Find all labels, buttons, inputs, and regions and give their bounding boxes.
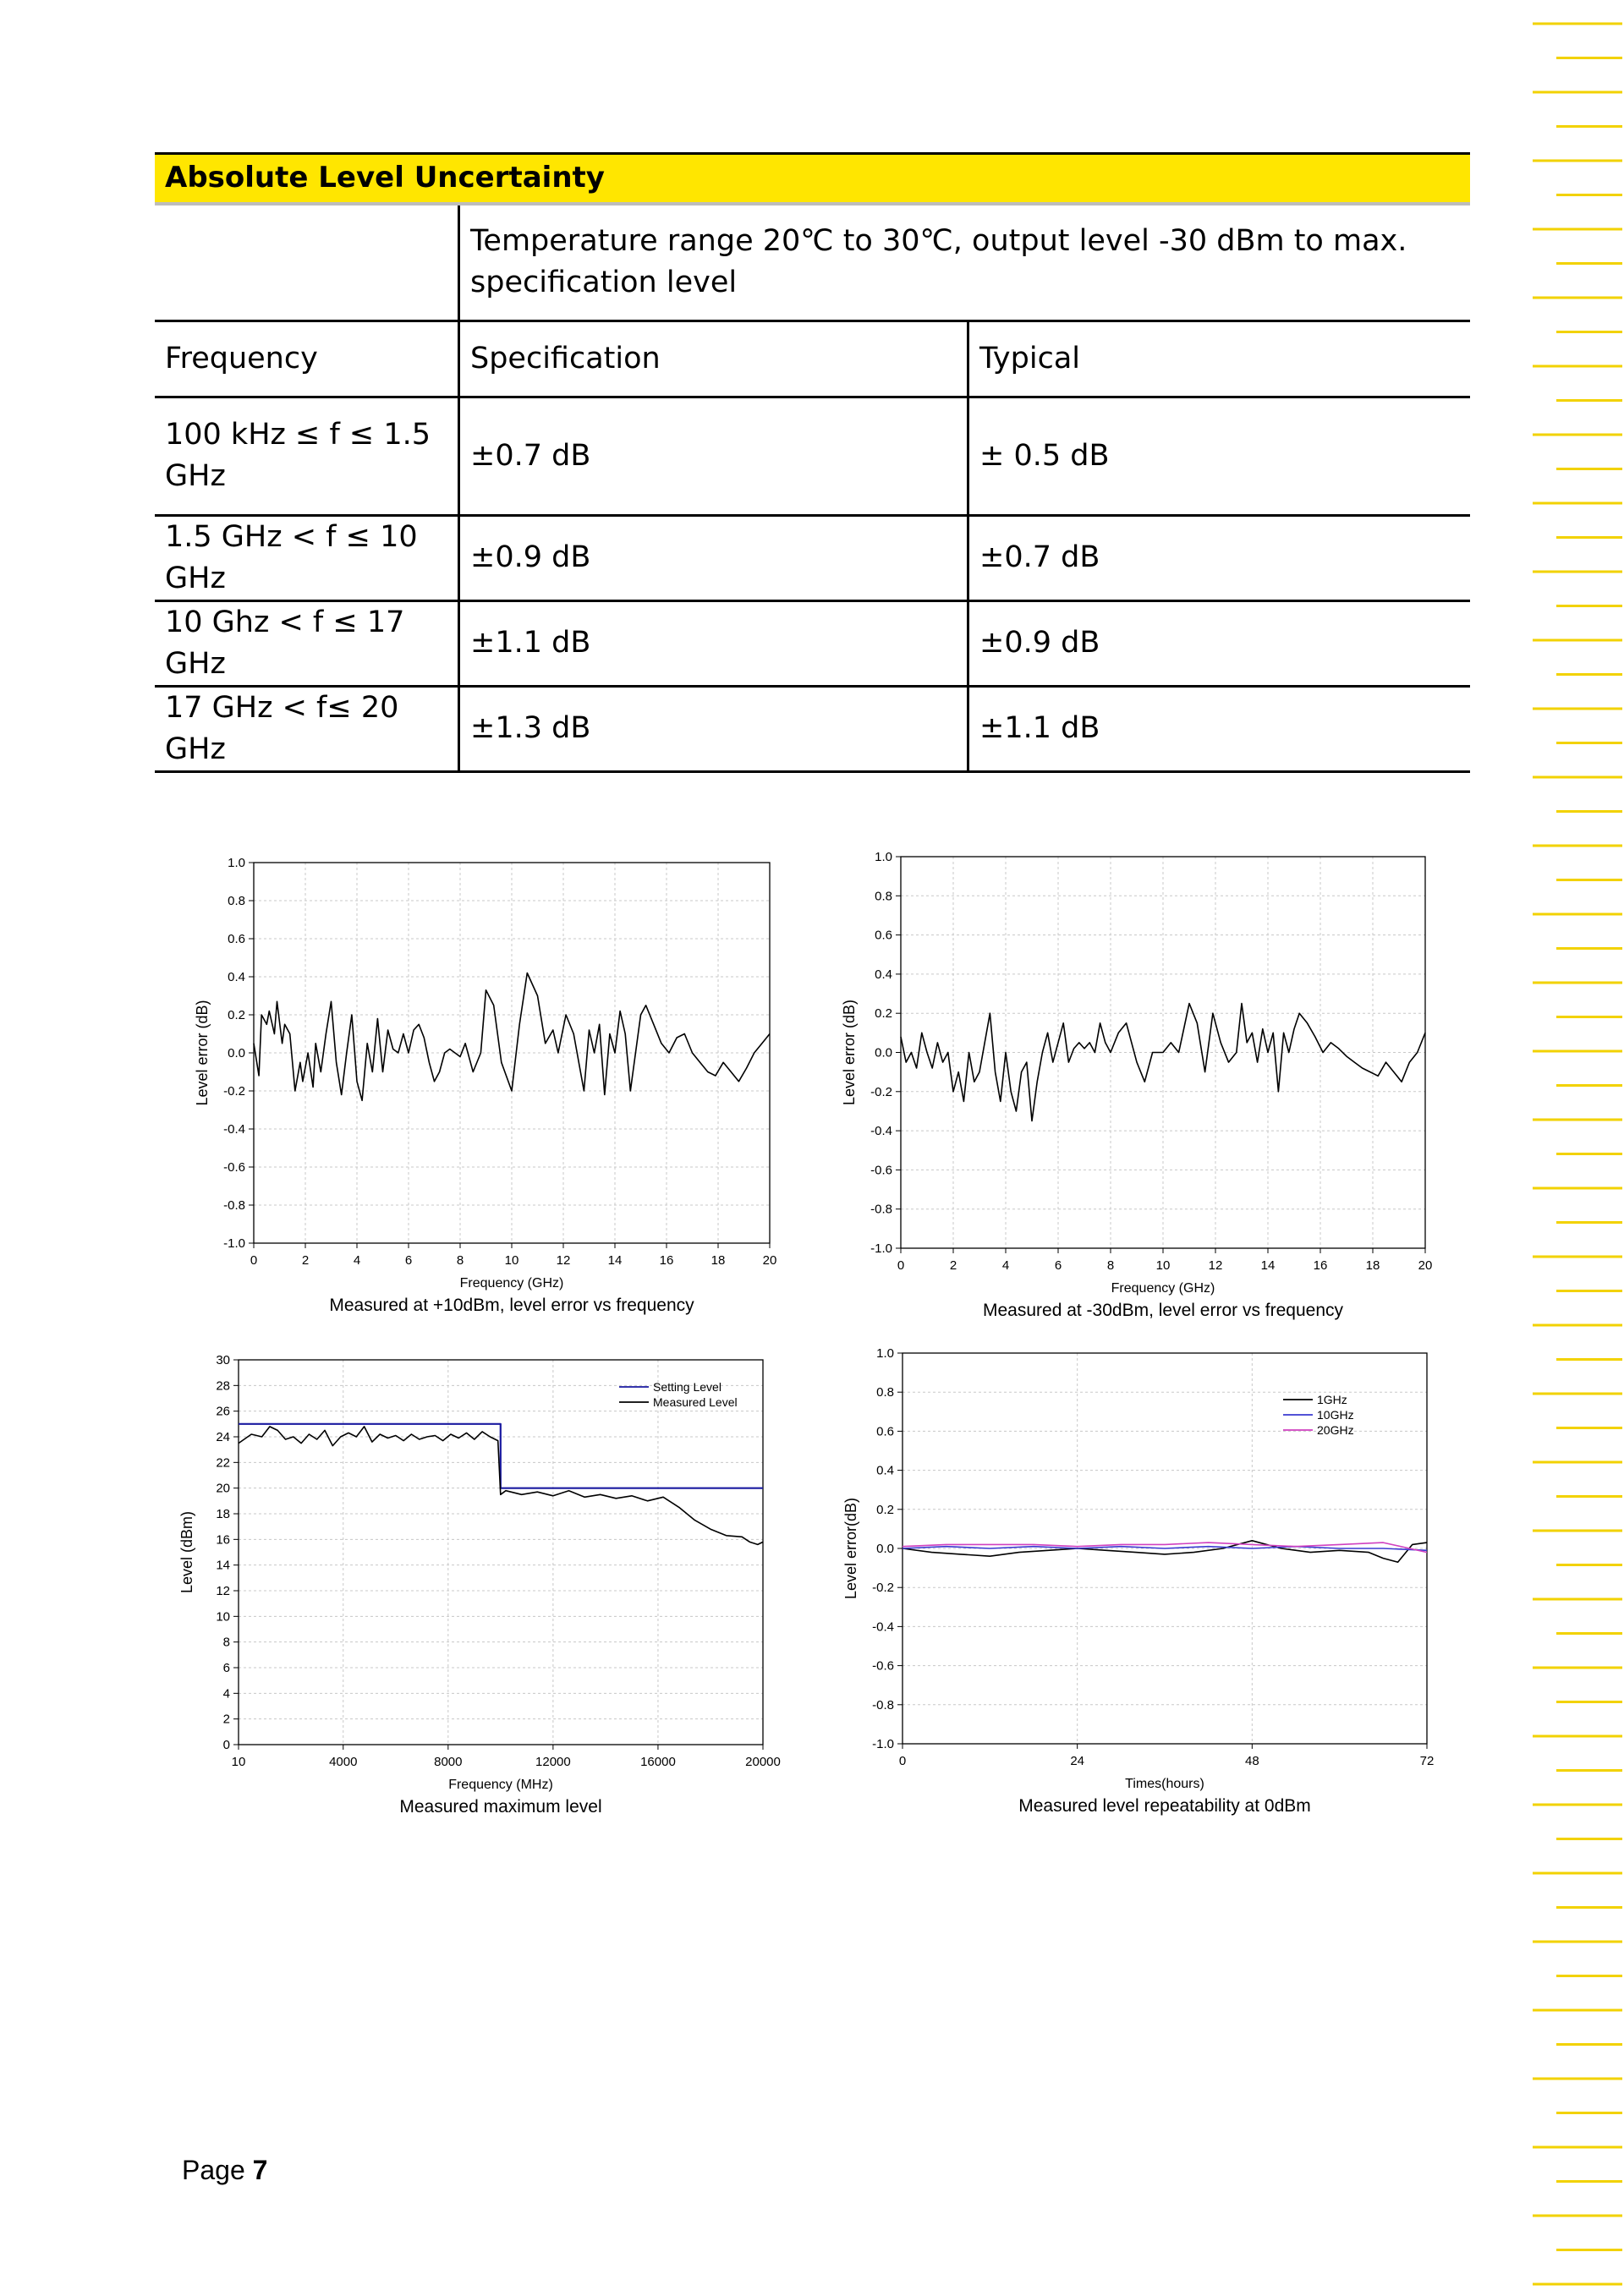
y-tick-label: 18 [216, 1507, 230, 1521]
y-tick-label: 26 [216, 1404, 230, 1419]
chart-level-repeatability [816, 1345, 1442, 1822]
x-axis-label: Frequency (MHz) [448, 1778, 553, 1792]
y-tick-label: 12 [216, 1584, 230, 1598]
x-tick-label: 12 [1208, 1258, 1223, 1273]
y-tick-label: 0.2 [875, 1006, 892, 1022]
y-tick-label: -1.0 [870, 1241, 892, 1256]
x-tick-label: 8 [1106, 1258, 1115, 1273]
x-axis-label: Frequency (GHz) [1111, 1281, 1215, 1296]
y-axis-label: Level error (dB) [841, 999, 858, 1106]
page-number-value: 7 [252, 2155, 268, 2185]
legend-label: 10GHz [1317, 1408, 1354, 1422]
x-tick-label: 20 [1418, 1258, 1433, 1273]
x-tick-label: 12 [556, 1253, 571, 1268]
chart-caption: Measured maximum level [399, 1797, 602, 1817]
y-tick-label: 0 [222, 1738, 230, 1752]
decorative-stripes [1522, 0, 1624, 2296]
table-empty-cell [155, 204, 459, 321]
x-tick-label: 6 [1054, 1258, 1062, 1273]
table-cell-typical: ± 0.5 dB [968, 397, 1471, 515]
chart-maximum-level [169, 1345, 795, 1822]
table-title: Absolute Level Uncertainty [155, 154, 1470, 205]
table-cell-specification: ±0.9 dB [459, 515, 968, 600]
table-cell-frequency: 100 kHz ≤ f ≤ 1.5 GHz [155, 397, 459, 515]
chart-level-error-plus10dbm [169, 841, 795, 1332]
x-tick-label: 4000 [329, 1755, 358, 1769]
plot-frame [239, 1360, 763, 1745]
y-tick-label: 0.6 [228, 932, 245, 946]
y-tick-label: 2 [222, 1712, 230, 1727]
x-tick-label: 48 [1244, 1754, 1259, 1768]
y-tick-label: 1.0 [876, 1346, 894, 1361]
y-tick-label: 20 [216, 1481, 230, 1496]
x-tick-label: 24 [1070, 1754, 1085, 1768]
x-tick-label: 14 [607, 1253, 623, 1268]
series-line [239, 1424, 763, 1488]
x-tick-label: 10 [231, 1755, 246, 1769]
legend-label: 1GHz [1317, 1393, 1347, 1406]
legend-label: Measured Level [653, 1395, 738, 1409]
y-tick-label: 0.4 [876, 1463, 894, 1478]
y-tick-label: -0.4 [223, 1122, 245, 1137]
page-number [182, 2155, 267, 2186]
y-tick-label: -0.2 [870, 1084, 892, 1099]
x-tick-label: 10 [1155, 1258, 1171, 1273]
table-header-typical: Typical [968, 321, 1471, 397]
x-tick-label: 0 [898, 1754, 907, 1768]
x-tick-label: 8 [456, 1253, 464, 1268]
y-tick-label: -0.8 [223, 1198, 245, 1213]
table-cell-frequency: 10 Ghz < f ≤ 17 GHz [155, 600, 459, 686]
y-tick-label: 0.8 [228, 894, 245, 908]
y-tick-label: 0.2 [228, 1008, 245, 1022]
chart-caption: Measured at -30dBm, level error vs frequency [982, 1301, 1344, 1320]
y-tick-label: -0.4 [870, 1124, 892, 1139]
x-tick-label: 8000 [434, 1755, 463, 1769]
table-header-frequency: Frequency [155, 321, 459, 397]
x-tick-label: 16 [659, 1253, 674, 1268]
page-label: Page [182, 2155, 245, 2185]
y-axis-label: Level error (dB) [194, 1000, 211, 1106]
y-tick-label: 0.4 [228, 970, 245, 984]
x-tick-label: 20 [762, 1253, 777, 1268]
y-tick-label: -0.2 [872, 1581, 894, 1596]
y-tick-label: 0.0 [875, 1045, 892, 1060]
absolute-level-uncertainty-table [155, 152, 1470, 773]
y-tick-label: 0.8 [875, 889, 892, 904]
y-tick-label: -0.8 [872, 1697, 894, 1712]
table-condition: Temperature range 20℃ to 30℃, output level -30 dBm to max. specification level [459, 204, 1471, 321]
y-tick-label: 4 [222, 1686, 230, 1701]
x-tick-label: 72 [1419, 1754, 1435, 1768]
x-tick-label: 0 [250, 1253, 258, 1268]
y-tick-label: -1.0 [223, 1236, 245, 1251]
table-row [155, 397, 1470, 515]
y-tick-label: 1.0 [875, 850, 892, 864]
y-tick-label: 28 [216, 1378, 230, 1394]
y-axis-label: Level error(dB) [842, 1497, 859, 1600]
chart-level-error-minus30dbm [816, 841, 1442, 1332]
x-tick-label: 4 [1001, 1258, 1010, 1273]
y-tick-label: -0.6 [223, 1160, 245, 1175]
x-axis-label: Times(hours) [1125, 1777, 1204, 1791]
x-tick-label: 0 [897, 1258, 905, 1273]
y-tick-label: 0.6 [875, 928, 892, 943]
chart-caption: Measured at +10dBm, level error vs frequency [329, 1296, 694, 1315]
x-tick-label: 18 [1365, 1258, 1380, 1273]
x-tick-label: 4 [353, 1253, 361, 1268]
x-tick-label: 16000 [640, 1755, 676, 1769]
y-tick-label: 22 [216, 1455, 230, 1471]
y-tick-label: 6 [222, 1661, 230, 1675]
table-row [155, 515, 1470, 600]
x-tick-label: 14 [1260, 1258, 1276, 1273]
x-tick-label: 10 [504, 1253, 519, 1268]
y-tick-label: 10 [216, 1609, 230, 1625]
table-row [155, 600, 1470, 686]
y-tick-label: 0.6 [876, 1424, 894, 1439]
table-cell-typical: ±0.7 dB [968, 515, 1471, 600]
table-cell-frequency: 17 GHz < f≤ 20 GHz [155, 686, 459, 771]
y-tick-label: 1.0 [228, 856, 245, 870]
x-tick-label: 6 [404, 1253, 413, 1268]
series-line [903, 1547, 1427, 1551]
chart-caption: Measured level repeatability at 0dBm [1018, 1796, 1311, 1816]
x-tick-label: 2 [301, 1253, 310, 1268]
y-tick-label: 0.2 [876, 1502, 894, 1517]
table-cell-typical: ±1.1 dB [968, 686, 1471, 771]
legend-label: 20GHz [1317, 1423, 1354, 1437]
y-tick-label: -0.6 [872, 1658, 894, 1674]
x-tick-label: 18 [710, 1253, 726, 1268]
y-tick-label: 24 [216, 1430, 230, 1444]
table-cell-specification: ±0.7 dB [459, 397, 968, 515]
y-tick-label: -0.8 [870, 1202, 892, 1217]
y-tick-label: 16 [216, 1532, 230, 1548]
table-cell-specification: ±1.1 dB [459, 600, 968, 686]
y-tick-label: 0.0 [876, 1542, 894, 1556]
x-tick-label: 12000 [535, 1755, 571, 1769]
y-axis-label: Level (dBm) [178, 1510, 195, 1594]
y-tick-label: 14 [216, 1558, 230, 1573]
y-tick-label: -0.2 [223, 1084, 245, 1099]
x-tick-label: 20000 [745, 1755, 781, 1769]
y-tick-label: -0.4 [872, 1619, 894, 1635]
y-tick-label: -1.0 [872, 1737, 894, 1751]
table-header-specification: Specification [459, 321, 968, 397]
y-tick-label: 0.0 [228, 1046, 245, 1060]
table-cell-specification: ±1.3 dB [459, 686, 968, 771]
y-tick-label: 30 [216, 1353, 230, 1367]
y-tick-label: 0.8 [876, 1385, 894, 1400]
y-tick-label: -0.6 [870, 1163, 892, 1178]
legend-label: Setting Level [653, 1380, 721, 1394]
table-row [155, 686, 1470, 771]
table-cell-frequency: 1.5 GHz < f ≤ 10 GHz [155, 515, 459, 600]
x-axis-label: Frequency (GHz) [459, 1276, 564, 1290]
table-cell-typical: ±0.9 dB [968, 600, 1471, 686]
y-tick-label: 8 [222, 1635, 230, 1650]
x-tick-label: 2 [949, 1258, 957, 1273]
x-tick-label: 16 [1313, 1258, 1328, 1273]
y-tick-label: 0.4 [875, 967, 892, 982]
